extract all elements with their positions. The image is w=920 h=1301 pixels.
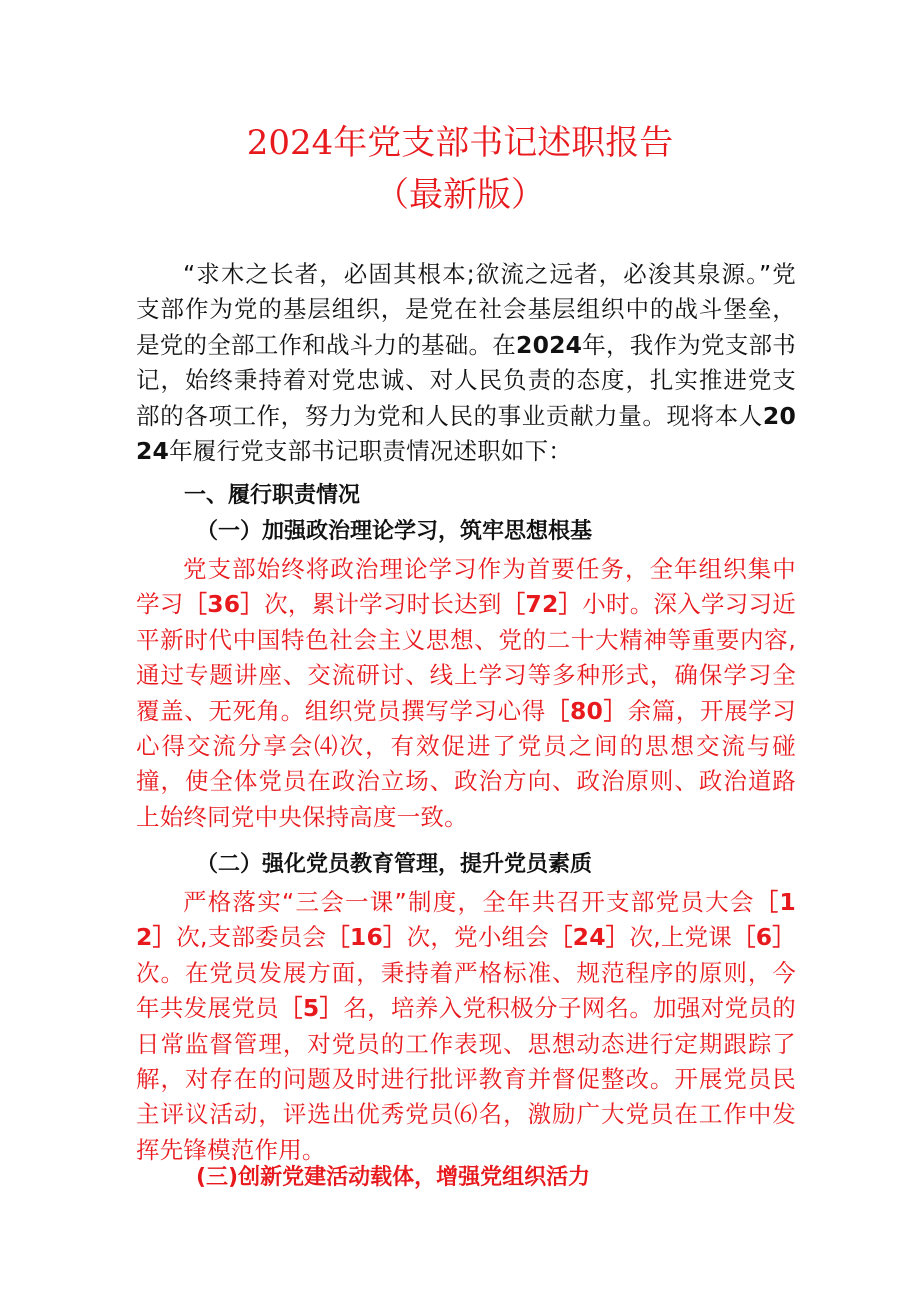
sub2-text-4: 次,上党课 <box>629 923 733 952</box>
intro-text: “求木之长者，必固其根本;欲流之远者，必浚其泉源。”党支部作为党的基层组织，是党在社会基层组织中的战斗堡垒，是党的全部工作和战斗力的基础。在 <box>136 260 796 359</box>
sub1-text-1: 党支部始终将政治理论学习作为首要任务，全年组织集中学习 <box>136 555 796 619</box>
sub1-text-4: 余篇，开展学习心得交流分享会⑷次，有效促进了党员之间的思想交流与碰撞，使全体党员在政治立场、政治方向、政治原则、政治道路上始终同党中央保持高度一致。 <box>136 696 796 831</box>
document-title: 2024年党支部书记述职报告 <box>246 123 674 163</box>
sub2-number-4: ［6］ <box>732 923 796 952</box>
intro-paragraph <box>136 257 796 469</box>
subsection-1-paragraph <box>136 552 796 835</box>
sub1-number-2: ［72］ <box>501 590 583 619</box>
section-heading-1: 一、履行职责情况 <box>184 483 361 508</box>
sub2-number-3: ［24］ <box>548 923 630 952</box>
sub1-number-3: ［80］ <box>545 696 628 725</box>
sub2-number-1: ［12］ <box>136 888 796 952</box>
subsection-heading-2: （二）强化党员教育管理，提升党员素质 <box>196 852 593 877</box>
sub2-text-3: 次，党小组会 <box>406 923 549 952</box>
sub2-number-5: ［5］ <box>279 994 344 1023</box>
sub1-text-3: 小时。深入学习习近平新时代中国特色社会主义思想、党的二十大精神等重要内容,通过专题讲座、交流研讨、线上学习等多种形式，确保学习全覆盖、无死角。组织党员撰写学习心得 <box>136 590 796 725</box>
intro-year-2: 2024 <box>136 401 796 466</box>
sub2-number-2: ［16］ <box>326 923 407 952</box>
subsection-heading-3: (三)创新党建活动载体，增强党组织活力 <box>196 1165 591 1190</box>
sub2-text-5: 次。在党员发展方面，秉持着严格标准、规范程序的原则，今年共发展党员 <box>136 958 796 1023</box>
sub1-text-2: 次，累计学习时长达到 <box>264 590 502 619</box>
intro-text-2: 年，我作为党支部书记，始终秉持着对党忠诚、对人民负责的态度，扎实推进党支部的各项工作，努力为党和人民的事业贡献力量。现将本人 <box>136 330 796 430</box>
document-subtitle: （最新版） <box>375 175 545 215</box>
sub2-text-1: 严格落实“三会一课”制度，全年共召开支部党员大会 <box>183 888 755 916</box>
intro-text-3: 年履行党支部书记职责情况述职如下： <box>169 437 573 466</box>
sub2-text-2: 次,支部委员会 <box>176 923 327 952</box>
sub2-text-6: 名，培养入党积极分子网名。加强对党员的日常监督管理，对党员的工作表现、思想动态进行定期跟踪了解，对存在的问题及时进行批评教育并督促整改。开展党员民主评议活动，评选出优秀党员⑹名，激励广大党员在工作中发挥先锋模范作用。 <box>136 994 796 1164</box>
subsection-heading-1: （一）加强政治理论学习，筑牢思想根基 <box>196 519 593 544</box>
sub1-number-1: ［36］ <box>183 590 265 619</box>
intro-year: 2024 <box>516 330 583 359</box>
subsection-2-paragraph <box>136 885 796 1168</box>
